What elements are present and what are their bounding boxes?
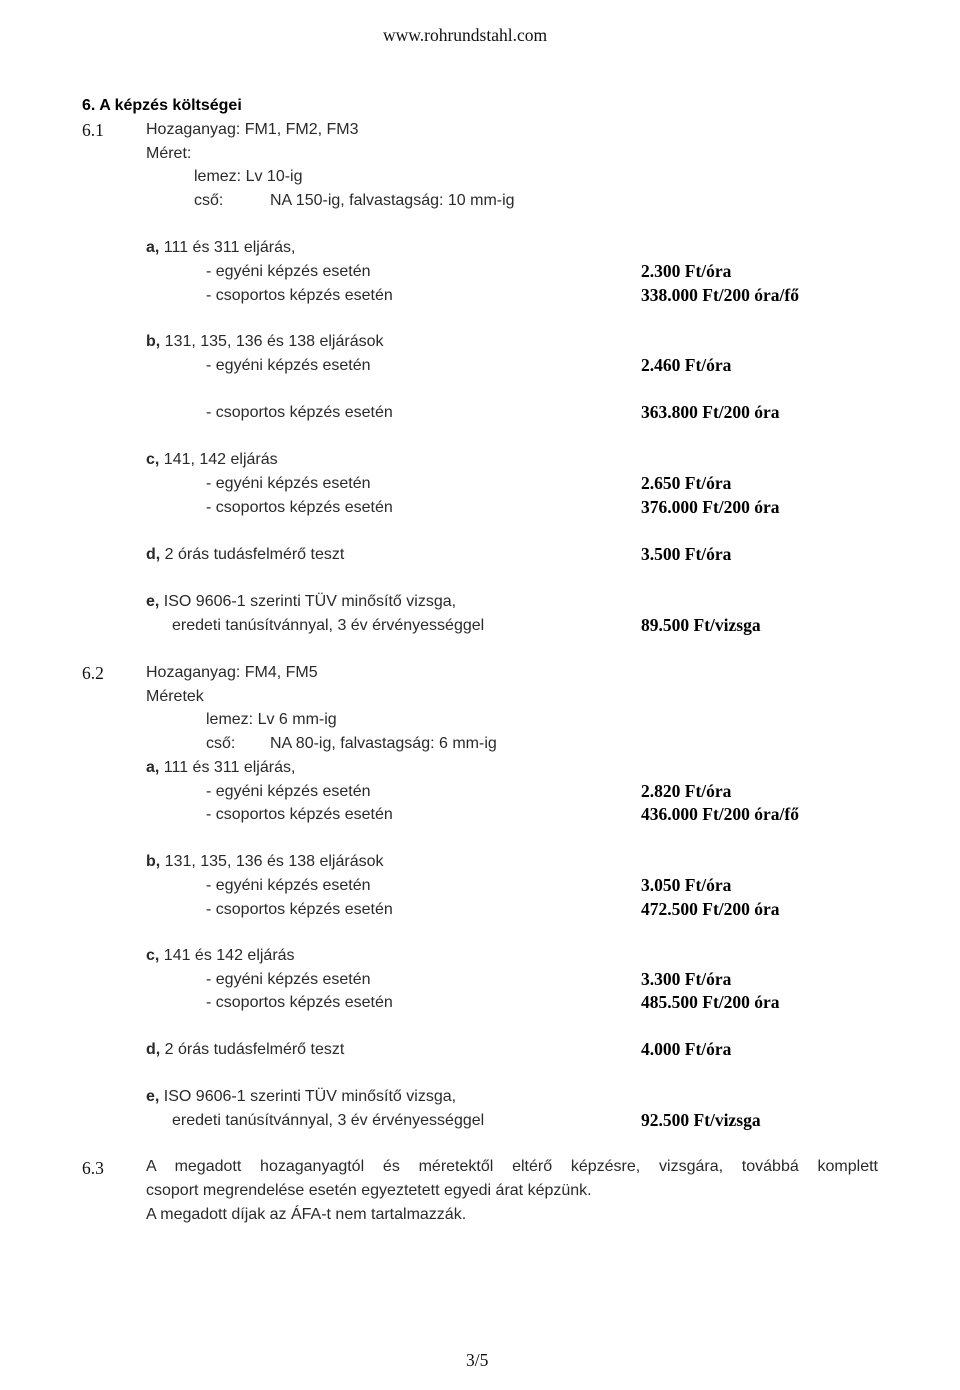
s62-d-title: d, 2 órás tudásfelmérő teszt (146, 1041, 345, 1058)
s62-a-csoport: - csoportos képzés esetén (206, 806, 393, 823)
s62-cso-value: NA 80-ig, falvastagság: 6 mm-ig (270, 735, 497, 752)
s61-heading: Hozaganyag: FM1, FM2, FM3 (146, 121, 359, 138)
s62-a-egyeni-price: 2.820 Ft/óra (641, 781, 732, 801)
s61-c-title: c, 141, 142 eljárás (146, 451, 278, 468)
s62-b-title: b, 131, 135, 136 és 138 eljárások (146, 853, 384, 870)
s62-b-csoport: - csoportos képzés esetén (206, 901, 393, 918)
s61-c-egyeni: - egyéni képzés esetén (206, 475, 371, 492)
s62-c-csoport: - csoportos képzés esetén (206, 994, 393, 1011)
s61-a-egyeni-price: 2.300 Ft/óra (641, 261, 732, 281)
s62-c-egyeni: - egyéni képzés esetén (206, 971, 371, 988)
s62-e-price: 92.500 Ft/vizsga (641, 1110, 761, 1130)
s61-e-price: 89.500 Ft/vizsga (641, 615, 761, 635)
s61-a-csoport: - csoportos képzés esetén (206, 287, 393, 304)
s62-number: 6.2 (82, 663, 104, 683)
s61-a-title: a, 111 és 311 eljárás, (146, 239, 296, 256)
header-site: www.rohrundstahl.com (383, 25, 548, 45)
s61-c-csoport: - csoportos képzés esetén (206, 499, 393, 516)
s63-line1: A megadott hozaganyagtól és méretektől eltérő képzésre, vizsgára, továbbá komplett (146, 1158, 878, 1175)
s62-b-egyeni: - egyéni képzés esetén (206, 877, 371, 894)
s62-a-egyeni: - egyéni képzés esetén (206, 783, 371, 800)
s63-paragraph (146, 1155, 878, 1227)
s61-e-line2: eredeti tanúsítvánnyal, 3 év érvényességgel (172, 617, 485, 634)
s61-d-title: d, 2 órás tudásfelmérő teszt (146, 546, 345, 563)
s62-d-price: 4.000 Ft/óra (641, 1039, 732, 1059)
s62-c-csoport-price: 485.500 Ft/200 óra (641, 992, 780, 1012)
s61-number: 6.1 (82, 120, 104, 140)
s63-line2: csoport megrendelése esetén egyeztetett egyedi árat képzünk. (146, 1182, 592, 1199)
s61-e-line1: e, ISO 9606-1 szerinti TÜV minősítő vizsga, (146, 593, 457, 610)
s61-meret: Méret: (146, 145, 192, 162)
s61-b-title: b, 131, 135, 136 és 138 eljárások (146, 333, 384, 350)
s62-c-title: c, 141 és 142 eljárás (146, 947, 295, 964)
s61-c-egyeni-price: 2.650 Ft/óra (641, 473, 732, 493)
s61-b-csoport: - csoportos képzés esetén (206, 404, 393, 421)
s62-e-line1: e, ISO 9606-1 szerinti TÜV minősítő vizsga, (146, 1088, 457, 1105)
s62-a-title: a, 111 és 311 eljárás, (146, 759, 296, 776)
s62-c-egyeni-price: 3.300 Ft/óra (641, 969, 732, 989)
s61-c-csoport-price: 376.000 Ft/200 óra (641, 497, 780, 517)
s61-a-egyeni: - egyéni képzés esetén (206, 263, 371, 280)
s62-a-csoport-price: 436.000 Ft/200 óra/fő (641, 804, 799, 824)
s62-b-egyeni-price: 3.050 Ft/óra (641, 875, 732, 895)
s63-line3: A megadott díjak az ÁFA-t nem tartalmazzák. (146, 1206, 467, 1223)
s61-cso-value: NA 150-ig, falvastagság: 10 mm-ig (270, 192, 515, 209)
s62-lemez: lemez: Lv 6 mm-ig (206, 711, 337, 728)
s62-cso-label: cső: (206, 735, 236, 752)
s61-d-price: 3.500 Ft/óra (641, 544, 732, 564)
s61-lemez: lemez: Lv 10-ig (194, 168, 303, 185)
s62-e-line2: eredeti tanúsítvánnyal, 3 év érvényességgel (172, 1112, 485, 1129)
s62-heading: Hozaganyag: FM4, FM5 (146, 664, 318, 681)
s61-b-egyeni-price: 2.460 Ft/óra (641, 355, 732, 375)
s63-number: 6.3 (82, 1158, 104, 1178)
s61-a-csoport-price: 338.000 Ft/200 óra/fő (641, 285, 799, 305)
s61-cso-label: cső: (194, 192, 224, 209)
page-number: 3/5 (466, 1350, 489, 1370)
s61-b-csoport-price: 363.800 Ft/200 óra (641, 402, 780, 422)
s62-meretek: Méretek (146, 688, 204, 705)
s61-b-egyeni: - egyéni képzés esetén (206, 357, 371, 374)
s62-b-csoport-price: 472.500 Ft/200 óra (641, 899, 780, 919)
section-title: 6. A képzés költségei (82, 97, 242, 114)
